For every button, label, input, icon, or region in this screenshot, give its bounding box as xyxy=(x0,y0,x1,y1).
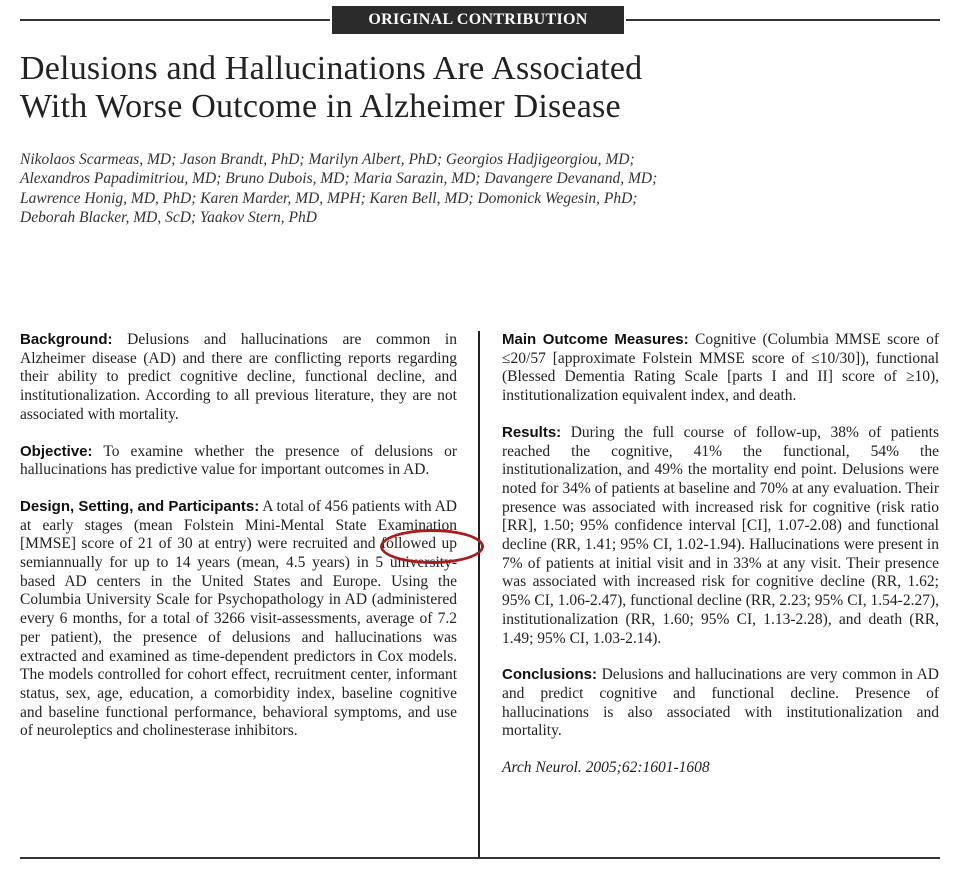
abstract-right-column xyxy=(502,331,939,793)
design-text: A total of 456 patients with AD at early stages (mean Folstein Mini-Mental State Examination [MMSE] score of 21 of 30 at entry) were recruited and followed up semiannually for up to 14 years (mean, 4.5 years) in 5 university-based AD centers in the United States and Europe. Using the Columbia University Scale for Psychopathology in AD (administered every 6 months, for a total of 3266 visit-assessments, average of 7.2 per patient), the presence of delusions and hallucinations was extracted and examined as time-dependent predictors in Cox models. The models controlled for cohort effect, recruitment center, informant status, sex, age, education, a comorbidity index, baseline cognitive and baseline functional performance, behavioral symptoms, and use of neuroleptics and cholinesterase inhibitors. xyxy=(20,497,457,740)
conclusions-label: Conclusions: xyxy=(502,666,598,684)
article-title-line: With Worse Outcome in Alzheimer Disease xyxy=(20,88,621,125)
results-label: Results: xyxy=(502,423,562,441)
results-text: During the full course of follow-up, 38% of patients reached the cognitive, 41% the functional, 54% the institutionalization, and 49% the mortality end point. Delusions were noted for 34% of patients at baseline and 70% at any evaluation. Their presence was associated with increased risk for cognitive (risk ratio [RR], 1.50; 95% confidence interval [CI], 1.07-2.08) and functional decline (RR, 1.41; 95% CI, 1.02-1.94). Hallucinations were present in 7% of patients at initial visit and in 33% at any visit. Their presence was associated with increased risk for cognitive decline (RR, 1.62; 95% CI, 1.06-2.47), functional decline (RR, 2.23; 95% CI, 1.54-2.27), institutionalization (RR, 1.60; 95% CI, 1.13-2.28), and death (RR, 1.49; 95% CI, 1.03-2.14). xyxy=(502,423,940,647)
main-outcome-section xyxy=(502,331,939,406)
background-section xyxy=(20,331,457,425)
main-outcome-text: Cognitive (Columbia MMSE score of ≤20/57 [approximate Folstein MMSE score of ≤10/30]), functional (Blessed Dementia Rating Scale [parts I and II] score of ≥10), institutionalization equivalent index, and death. xyxy=(502,331,940,405)
design-section xyxy=(20,498,457,741)
objective-text: To examine whether the presence of delusions or hallucinations has predictive value for important outcomes in AD. xyxy=(20,442,457,479)
article-title xyxy=(20,50,940,126)
objective-label: Objective: xyxy=(20,442,93,460)
column-divider xyxy=(478,331,480,859)
header-rule-left xyxy=(20,19,330,21)
author-line: Alexandros Papadimitriou, MD; Bruno Dubois, MD; Maria Sarazin, MD; Davangere Devanand, MD; xyxy=(20,170,658,188)
background-label: Background: xyxy=(20,331,113,348)
abstract-left-column xyxy=(20,331,457,759)
section-tag: ORIGINAL CONTRIBUTION xyxy=(332,6,624,34)
results-section xyxy=(502,424,939,648)
background-text: Delusions and hallucinations are common in Alzheimer disease (AD) and there are conflicting reports regarding their ability to predict cognitive decline, functional decline, and institutionalization. According to all previous literature, they are not associated with mortality. xyxy=(20,331,457,423)
conclusions-section xyxy=(502,666,939,741)
citation: Arch Neurol. 2005;62:1601-1608 xyxy=(502,759,710,777)
author-list xyxy=(20,150,940,227)
main-outcome-label: Main Outcome Measures: xyxy=(502,331,689,348)
author-line: Lawrence Honig, MD, PhD; Karen Marder, MD, MPH; Karen Bell, MD; Domonick Wegesin, PhD; xyxy=(20,189,638,207)
bottom-rule xyxy=(20,857,940,859)
objective-section xyxy=(20,443,457,480)
conclusions-text: Delusions and hallucinations are very common in AD and predict cognitive and functional decline. Presence of hallucinations is also associated with institutionalization and mortality. xyxy=(502,666,939,740)
header-rule-right xyxy=(626,19,940,21)
article-title-line: Delusions and Hallucinations Are Associated xyxy=(20,50,643,87)
author-line: Nikolaos Scarmeas, MD; Jason Brandt, PhD; Marilyn Albert, PhD; Georgios Hadjigeorgiou, MD; xyxy=(20,151,635,168)
design-label: Design, Setting, and Participants: xyxy=(20,497,260,515)
author-line: Deborah Blacker, MD, ScD; Yaakov Stern, PhD xyxy=(20,208,317,226)
